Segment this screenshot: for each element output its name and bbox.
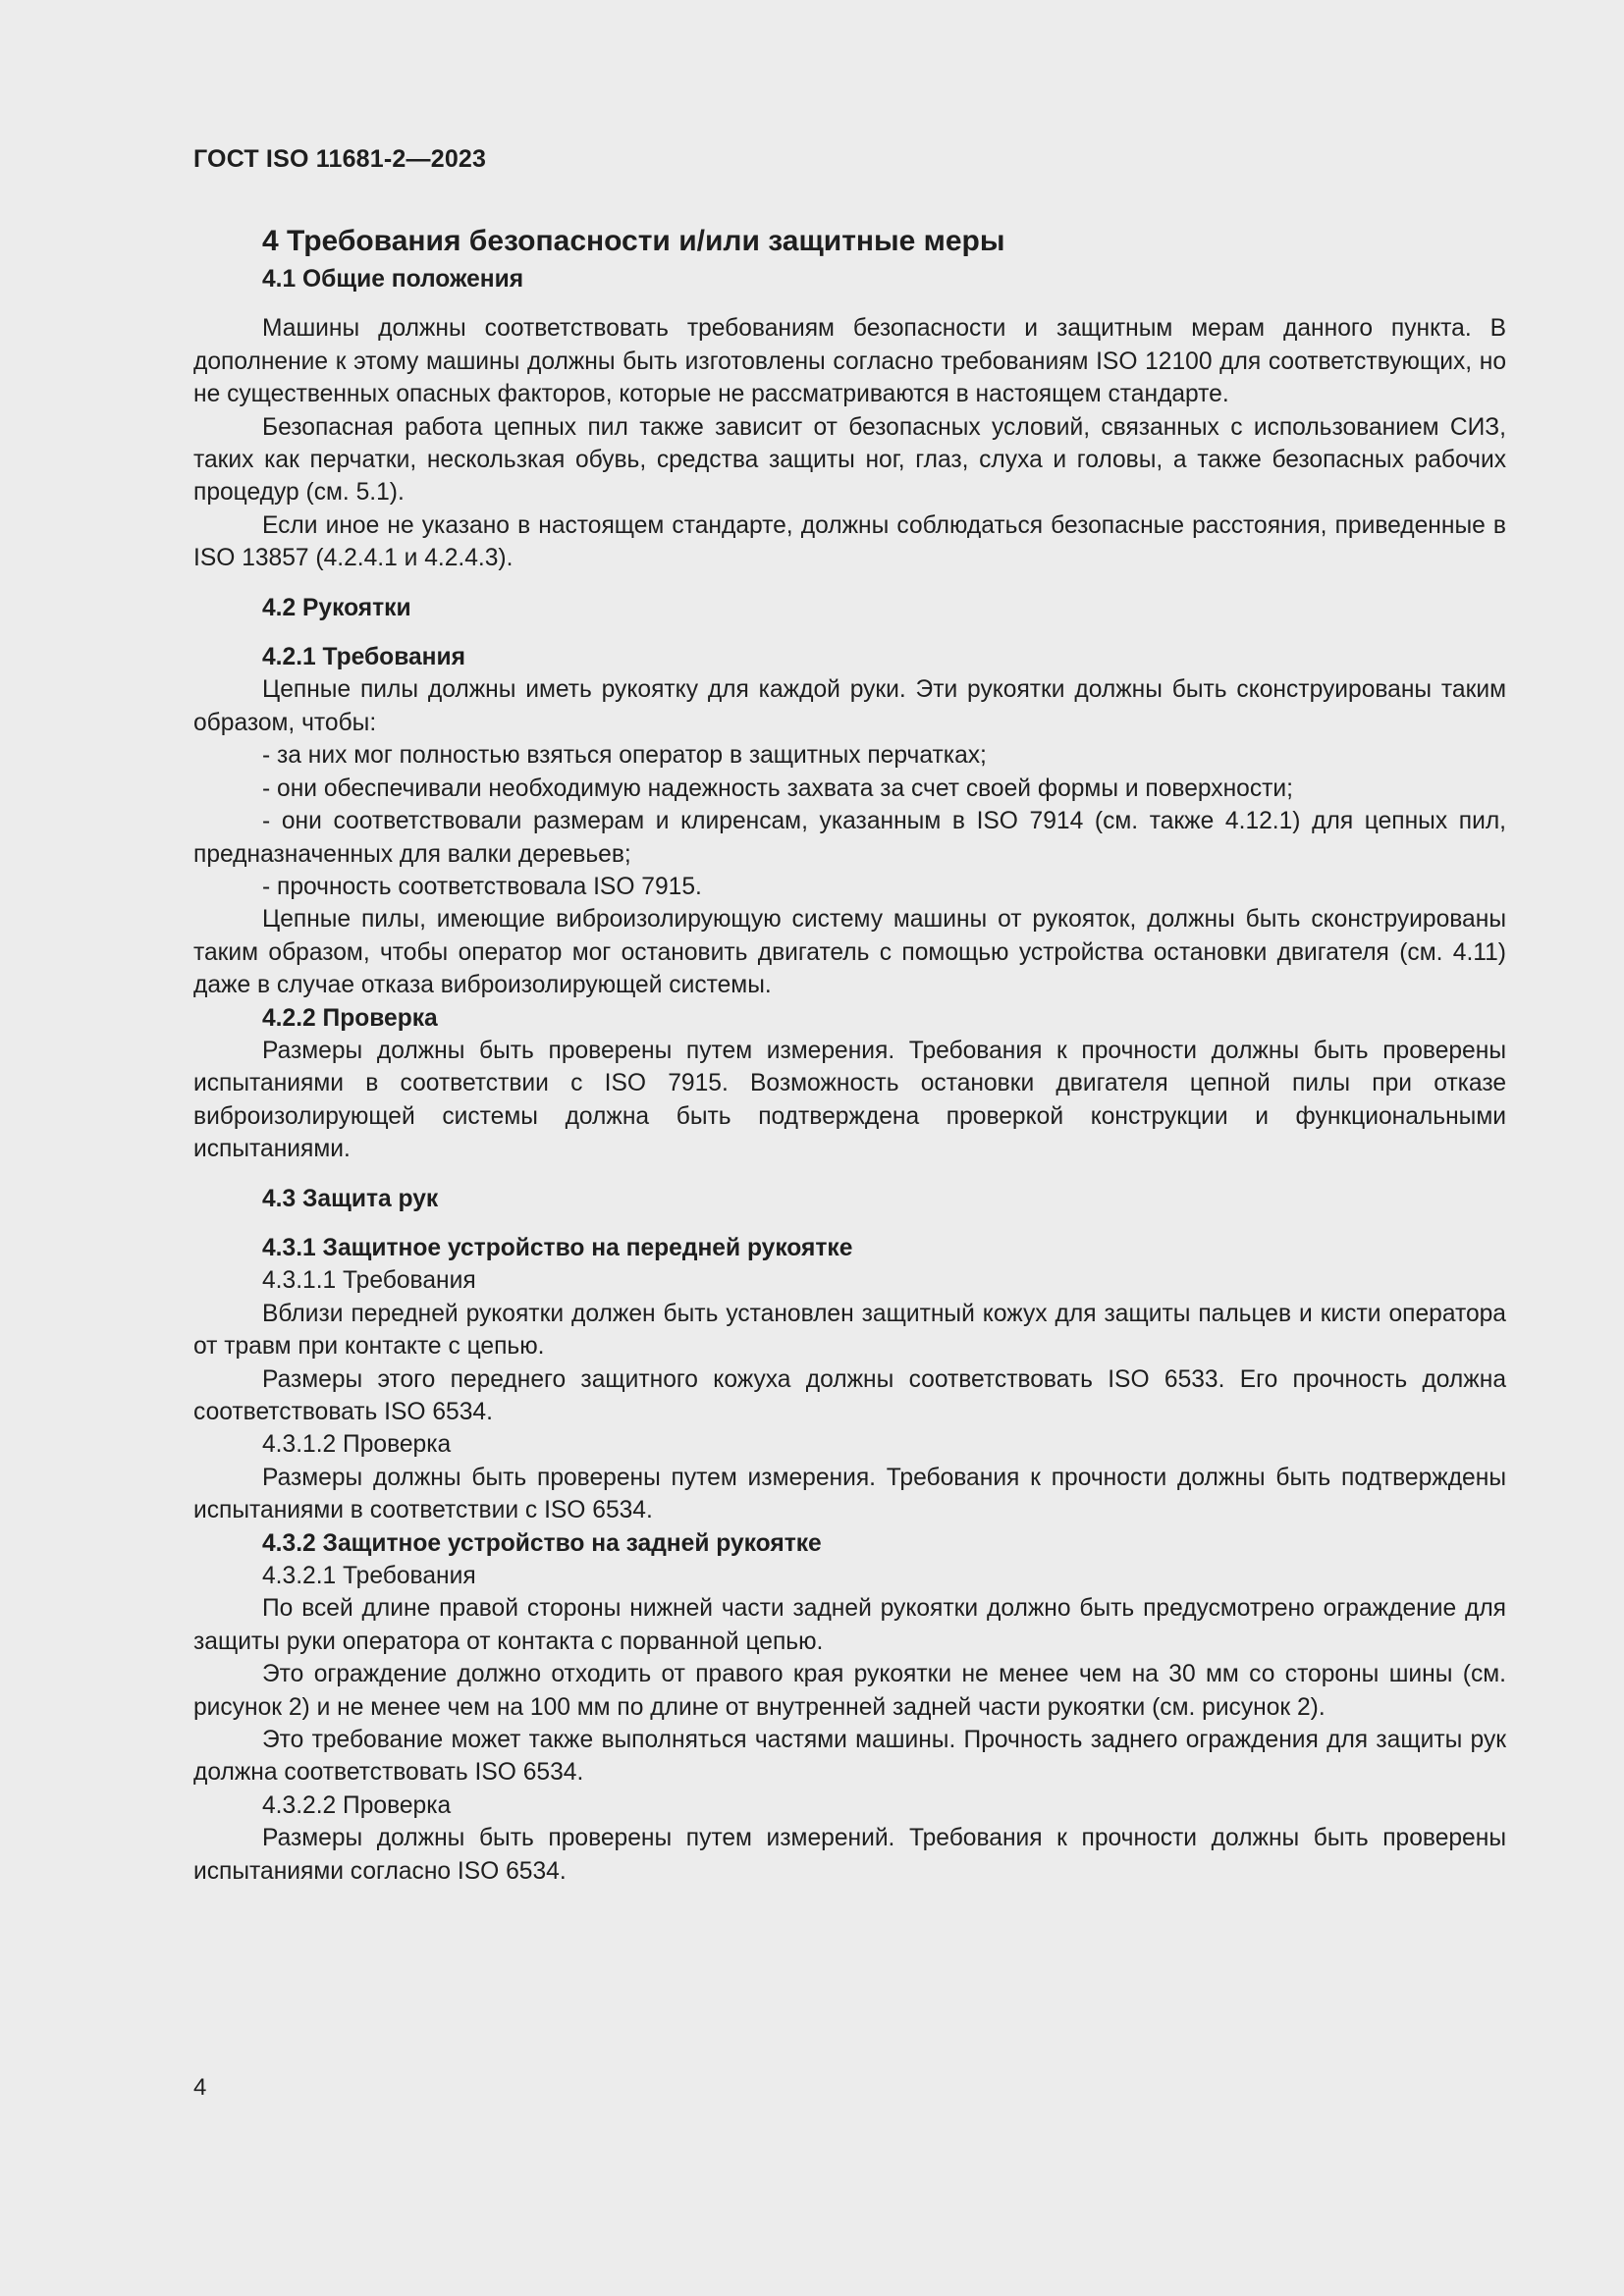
list-item: - прочность соответствовала ISO 7915. — [262, 873, 702, 900]
section-4-2-1-title: 4.2.1 Требования — [262, 644, 466, 671]
section-4-1-title: 4.1 Общие положения — [262, 266, 524, 293]
list-item: - они соответствовали размерам и клиренсам, указанным в ISO 7914 (см. также 4.12.1) для цепных пил, предназначенных для валки деревьев; — [193, 808, 1506, 868]
section-4-2-title: 4.2 Рукоятки — [262, 594, 411, 621]
section-4-3-2-2-title: 4.3.2.2 Проверка — [262, 1791, 452, 1819]
list-item: - они обеспечивали необходимую надежность захвата за счет своей формы и поверхности; — [262, 774, 1293, 802]
paragraph: Размеры этого переднего защитного кожуха должны соответствовать ISO 6533. Его прочность должна соответствовать ISO 6534. — [193, 1365, 1506, 1425]
paragraph: По всей длине правой стороны нижней части задней рукоятки должно быть предусмотрено ограждение для защиты руки оператора от контакта с порванной цепью. — [193, 1595, 1506, 1655]
section-4-3-2-1-title: 4.3.2.1 Требования — [262, 1563, 476, 1590]
paragraph: Это ограждение должно отходить от правого края рукоятки не менее чем на 30 мм со стороны шины (см. рисунок 2) и не менее чем на 100 мм по длине от внутренней задней части рукоятки (см. рисунок 2). — [193, 1661, 1506, 1721]
section-4-2-2-title: 4.2.2 Проверка — [262, 1004, 438, 1032]
section-4-3-2-title: 4.3.2 Защитное устройство на задней рукоятке — [262, 1529, 822, 1557]
paragraph: Это требование может также выполняться частями машины. Прочность заднего ограждения для защиты рук должна соответствовать ISO 6534. — [193, 1727, 1506, 1787]
section-4-3-title: 4.3 Защита рук — [262, 1185, 439, 1212]
paragraph: Вблизи передней рукоятки должен быть установлен защитный кожух для защиты пальцев и кисти оператора от травм при контакте с цепью. — [193, 1300, 1506, 1361]
section-4-3-1-title: 4.3.1 Защитное устройство на передней рукоятке — [262, 1234, 853, 1261]
page-body — [193, 220, 1506, 1888]
document-designation: ГОСТ ISO 11681-2—2023 — [193, 145, 487, 173]
paragraph: Цепные пилы, имеющие виброизолирующую систему машины от рукояток, должны быть сконструированы таким образом, чтобы оператор мог остановить двигатель с помощью устройства остановки двигателя (см. 4.11) даже в случае отказа виброизолирующей системы. — [193, 906, 1506, 999]
section-4-3-1-2-title: 4.3.1.2 Проверка — [262, 1431, 452, 1459]
paragraph: Машины должны соответствовать требованиям безопасности и защитным мерам данного пункта. В дополнение к этому машины должны быть изготовлены согласно требованиям ISO 12100 для соответствующих, но не существенных опасных факторов, которые не рассматриваются в настоящем стандарте. — [193, 315, 1506, 408]
page-number: 4 — [193, 2074, 207, 2101]
paragraph: Размеры должны быть проверены путем измерений. Требования к прочности должны быть проверены испытаниями согласно ISO 6534. — [193, 1825, 1506, 1885]
paragraph: Размеры должны быть проверены путем измерения. Требования к прочности должны быть подтверждены испытаниями в соответствии с ISO 6534. — [193, 1464, 1506, 1524]
paragraph: Безопасная работа цепных пил также зависит от безопасных условий, связанных с использованием СИЗ, таких как перчатки, нескользкая обувь, средства защиты ног, глаз, слуха и головы, а также безопасных рабочих процедур (см. 5.1). — [193, 413, 1506, 507]
list-item: - за них мог полностью взяться оператор в защитных перчатках; — [262, 742, 987, 770]
section-4-3-1-1-title: 4.3.1.1 Требования — [262, 1267, 476, 1295]
section-4-title: 4 Требования безопасности и/или защитные меры — [262, 225, 1005, 257]
paragraph: Если иное не указано в настоящем стандарте, должны соблюдаться безопасные расстояния, приведенные в ISO 13857 (4.2.4.1 и 4.2.4.3). — [193, 511, 1506, 572]
paragraph: Цепные пилы должны иметь рукоятку для каждой руки. Эти рукоятки должны быть сконструированы таким образом, чтобы: — [193, 676, 1506, 736]
paragraph: Размеры должны быть проверены путем измерения. Требования к прочности должны быть проверены испытаниями в соответствии с ISO 7915. Возможность остановки двигателя цепной пилы при отказе виброизолирующей системы должна быть подтверждена проверкой конструкции и функциональными испытаниями. — [193, 1037, 1506, 1163]
